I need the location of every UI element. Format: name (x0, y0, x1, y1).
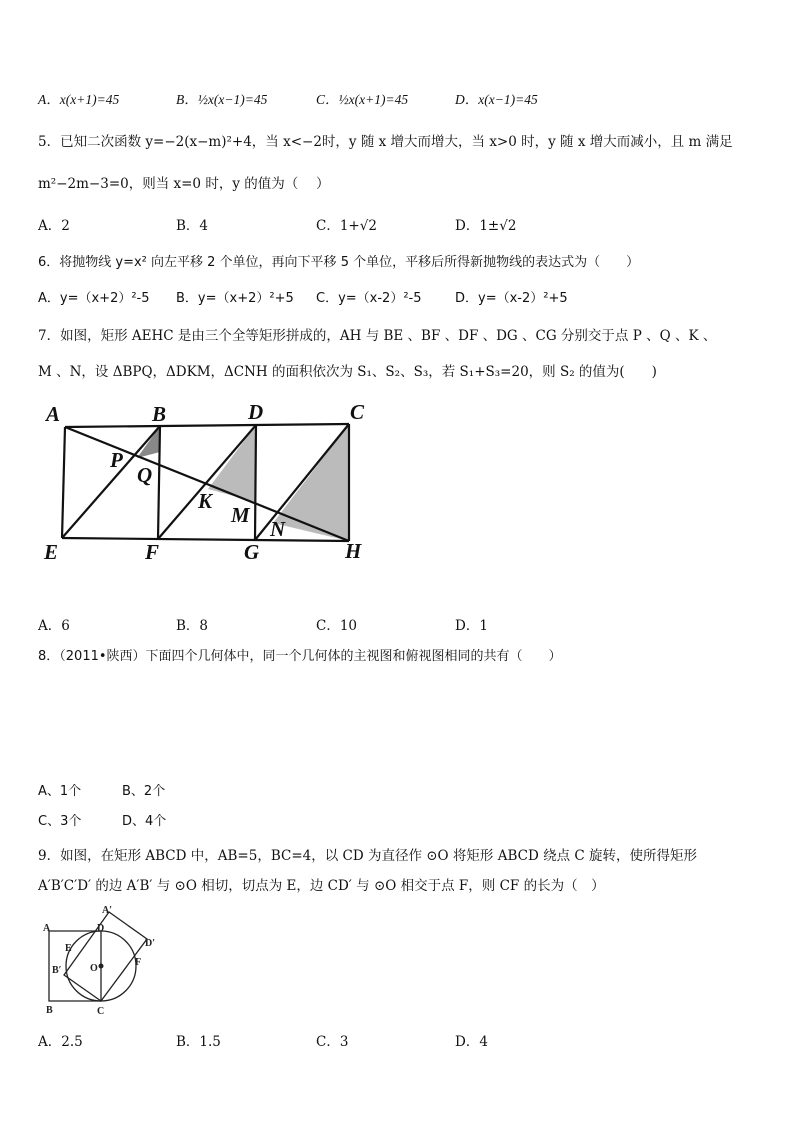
q4-option-b: B．½x(x−1)=45 (176, 92, 268, 107)
q5-option-c: C．1+√2 (316, 218, 377, 234)
q5-stem-line1: 5．已知二次函数 y=−2(x−m)²+4，当 x<−2时，y 随 x 增大而增大，当 x>0 时，y 随 x 增大而减小，且 m 满足 (38, 134, 733, 150)
label-a: A (46, 402, 61, 426)
label-d: D (248, 400, 264, 424)
q8-option-a: A、1个 (38, 784, 82, 799)
q9-label-d1: D′ (145, 938, 156, 949)
q9-label-a1: A′ (102, 905, 113, 916)
label-b: B (152, 402, 167, 426)
label-q: Q (137, 463, 153, 487)
label-f: F (145, 540, 160, 564)
q5-option-d: D．1±√2 (455, 218, 517, 234)
label-h: H (345, 539, 362, 563)
q9-stem-line2: A′B′C′D′ 的边 A′B′ 与 ⊙O 相切，切点为 E，边 CD′ 与 ⊙O 相交于点 F，则 CF 的长为（ ） (38, 878, 605, 894)
q9-option-d: D．4 (455, 1034, 488, 1050)
q7-option-d: D．1 (455, 618, 488, 634)
q8-option-c: C、3个 (38, 814, 82, 829)
q7-stem-line2: M 、N，设 ΔBPQ，ΔDKM，ΔCNH 的面积依次为 S₁、S₂、S₃，若 S₁+S₃=20，则 S₂ 的值为( ) (38, 364, 657, 380)
q8-option-d: D、4个 (122, 814, 167, 829)
center-o-dot (99, 964, 104, 969)
q6-option-c: C．y=（x-2）²-5 (316, 291, 422, 306)
q5-stem-line2: m²−2m−3=0，则当 x=0 时，y 的值为（ ） (38, 176, 330, 192)
q9-label-b: B (46, 1005, 53, 1016)
q9-stem-line1: 9．如图，在矩形 ABCD 中，AB=5，BC=4，以 CD 为直径作 ⊙O 将矩形 ABCD 绕点 C 旋转，使所得矩形 (38, 848, 697, 864)
label-n: N (270, 517, 286, 541)
q8-stem: 8．（2011•陕西）下面四个几何体中，同一个几何体的主视图和俯视图相同的共有（ ） (38, 649, 562, 664)
q6-option-b: B．y=（x+2）²+5 (176, 291, 294, 306)
label-k: K (198, 489, 213, 513)
q9-option-b: B．1.5 (176, 1034, 221, 1050)
q4-option-d: D．x(x−1)=45 (455, 92, 538, 107)
q8-option-b: B、2个 (122, 784, 166, 799)
label-p: P (110, 448, 123, 472)
label-e: E (44, 540, 59, 564)
label-g: G (244, 540, 260, 564)
q6-stem: 6．将抛物线 y=x² 向左平移 2 个单位，再向下平移 5 个单位，平移后所得新抛物线的表达式为（ ） (38, 255, 640, 270)
q9-option-a: A．2.5 (38, 1034, 83, 1050)
q9-option-c: C．3 (316, 1034, 349, 1050)
q9-label-b1: B′ (52, 965, 62, 976)
q6-option-d: D．y=（x-2）²+5 (455, 291, 568, 306)
label-c: C (350, 400, 365, 424)
q5-option-a: A．2 (38, 218, 70, 234)
q6-option-a: A．y=（x+2）²-5 (38, 291, 150, 306)
q9-label-a: A (43, 923, 51, 934)
q4-option-c: C．½x(x+1)=45 (316, 92, 409, 107)
q7-option-c: C．10 (316, 618, 358, 634)
q9-label-d: D (97, 923, 105, 934)
q7-stem-line1: 7．如图，矩形 AEHC 是由三个全等矩形拼成的，AH 与 BE 、BF 、DF 、DG 、CG 分别交于点 P 、Q 、K 、 (38, 328, 717, 344)
q7-option-b: B．8 (176, 618, 209, 634)
q9-label-f: F (135, 957, 142, 968)
label-m: M (231, 503, 250, 527)
q7-option-a: A．6 (38, 618, 70, 634)
q9-label-e: E (65, 943, 72, 954)
triangle-dkm (208, 425, 256, 502)
q4-option-a: A．x(x+1)=45 (38, 92, 120, 107)
q9-label-o: O (90, 963, 98, 974)
q5-option-b: B．4 (176, 218, 209, 234)
q9-label-c: C (97, 1006, 105, 1017)
